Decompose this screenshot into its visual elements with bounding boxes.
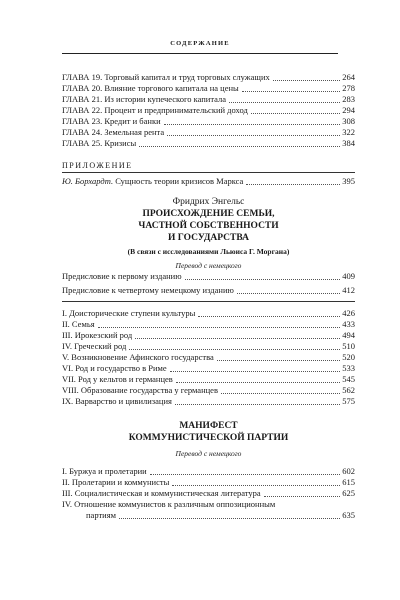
toc-entry[interactable]: Предисловие к четвертому немецкому изданию 412 [62, 285, 355, 296]
chapters-top [62, 72, 355, 149]
toc-entry[interactable]: ГЛАВА 24. Земельная рента 322 [62, 127, 355, 138]
engels-subtitle: (В связи с исследованиями Льюиса Г. Моргана) [127, 246, 290, 256]
engels-author: Фридрих Энгельс [172, 197, 245, 207]
engels-chapters [62, 308, 355, 407]
engels-heading [62, 196, 355, 270]
toc-entry[interactable]: I. Буржуа и пролетарии 602 [62, 466, 355, 476]
toc-entry[interactable]: VIII. Образование государства у германцев 562 [62, 385, 355, 396]
toc-entry[interactable]: II. Семья 433 [62, 319, 355, 330]
toc-entry[interactable]: ГЛАВА 20. Влияние торгового капитала на цены 278 [62, 83, 355, 94]
toc-entry[interactable]: ГЛАВА 23. Кредит и банки 308 [62, 116, 355, 127]
engels-translation-note: Перевод с немецкого [175, 260, 242, 270]
toc-entry[interactable]: IX. Варварство и цивилизация 575 [62, 396, 355, 407]
toc-entry[interactable]: III. Ирокезский род 494 [62, 330, 355, 341]
section-rule [62, 301, 355, 302]
header-rule [62, 53, 338, 54]
manifesto-chapters [62, 466, 355, 521]
toc-entry[interactable]: ГЛАВА 25. Кризисы 384 [62, 138, 355, 149]
engels-title-line: И ГОСУДАРСТВА [168, 233, 249, 244]
appendix-section [62, 161, 355, 187]
toc-entry[interactable]: Ю. Борхардт. Сущность теории кризисов Маркса 395 [62, 176, 355, 187]
toc-entry[interactable]: IV. Греческий род 510 [62, 341, 355, 352]
toc-entry[interactable]: I. Доисторические ступени культуры 426 [62, 308, 355, 318]
appendix-author: Ю. Борхардт. [62, 176, 114, 187]
toc-entry[interactable]: V. Возникновение Афинского государства 520 [62, 352, 355, 363]
toc-entry[interactable]: ГЛАВА 21. Из истории купеческого капитала 283 [62, 94, 355, 105]
engels-title-line: ПРОИСХОЖДЕНИЕ СЕМЬИ, [142, 209, 275, 220]
manifesto-heading [62, 421, 355, 459]
toc-entry[interactable]: ГЛАВА 19. Торговый капитал и труд торговых служащих 264 [62, 72, 355, 82]
appendix-title: Сущность теории кризисов Маркса [115, 176, 244, 187]
engels-title-line: ЧАСТНОЙ СОБСТВЕННОСТИ [138, 221, 279, 232]
manifesto-title-line: КОММУНИСТИЧЕСКОЙ ПАРТИИ [128, 432, 289, 443]
manifesto-title-line: МАНИФЕСТ [179, 421, 238, 431]
toc-entry[interactable]: VII. Род у кельтов и германцев 545 [62, 374, 355, 385]
engels-prefaces [62, 271, 355, 305]
toc-entry[interactable]: VI. Род и государство в Риме 533 [62, 363, 355, 374]
toc-entry[interactable]: III. Социалистическая и коммунистическая литература 625 [62, 488, 355, 499]
toc-entry[interactable]: II. Пролетарии и коммунисты 615 [62, 477, 355, 488]
appendix-heading: ПРИЛОЖЕНИЕ [62, 161, 133, 170]
manifesto-translation-note: Перевод с немецкого [175, 448, 242, 458]
toc-entry[interactable]: ГЛАВА 22. Процент и предпринимательский доход 294 [62, 105, 355, 116]
toc-entry[interactable]: IV. Отношение коммунистов к различным оппозиционным партиям 635 [62, 499, 355, 521]
toc-entry[interactable]: Предисловие к первому изданию 409 [62, 271, 355, 281]
appendix-rule [62, 172, 355, 173]
page-header: СОДЕРЖАНИЕ [170, 40, 230, 47]
